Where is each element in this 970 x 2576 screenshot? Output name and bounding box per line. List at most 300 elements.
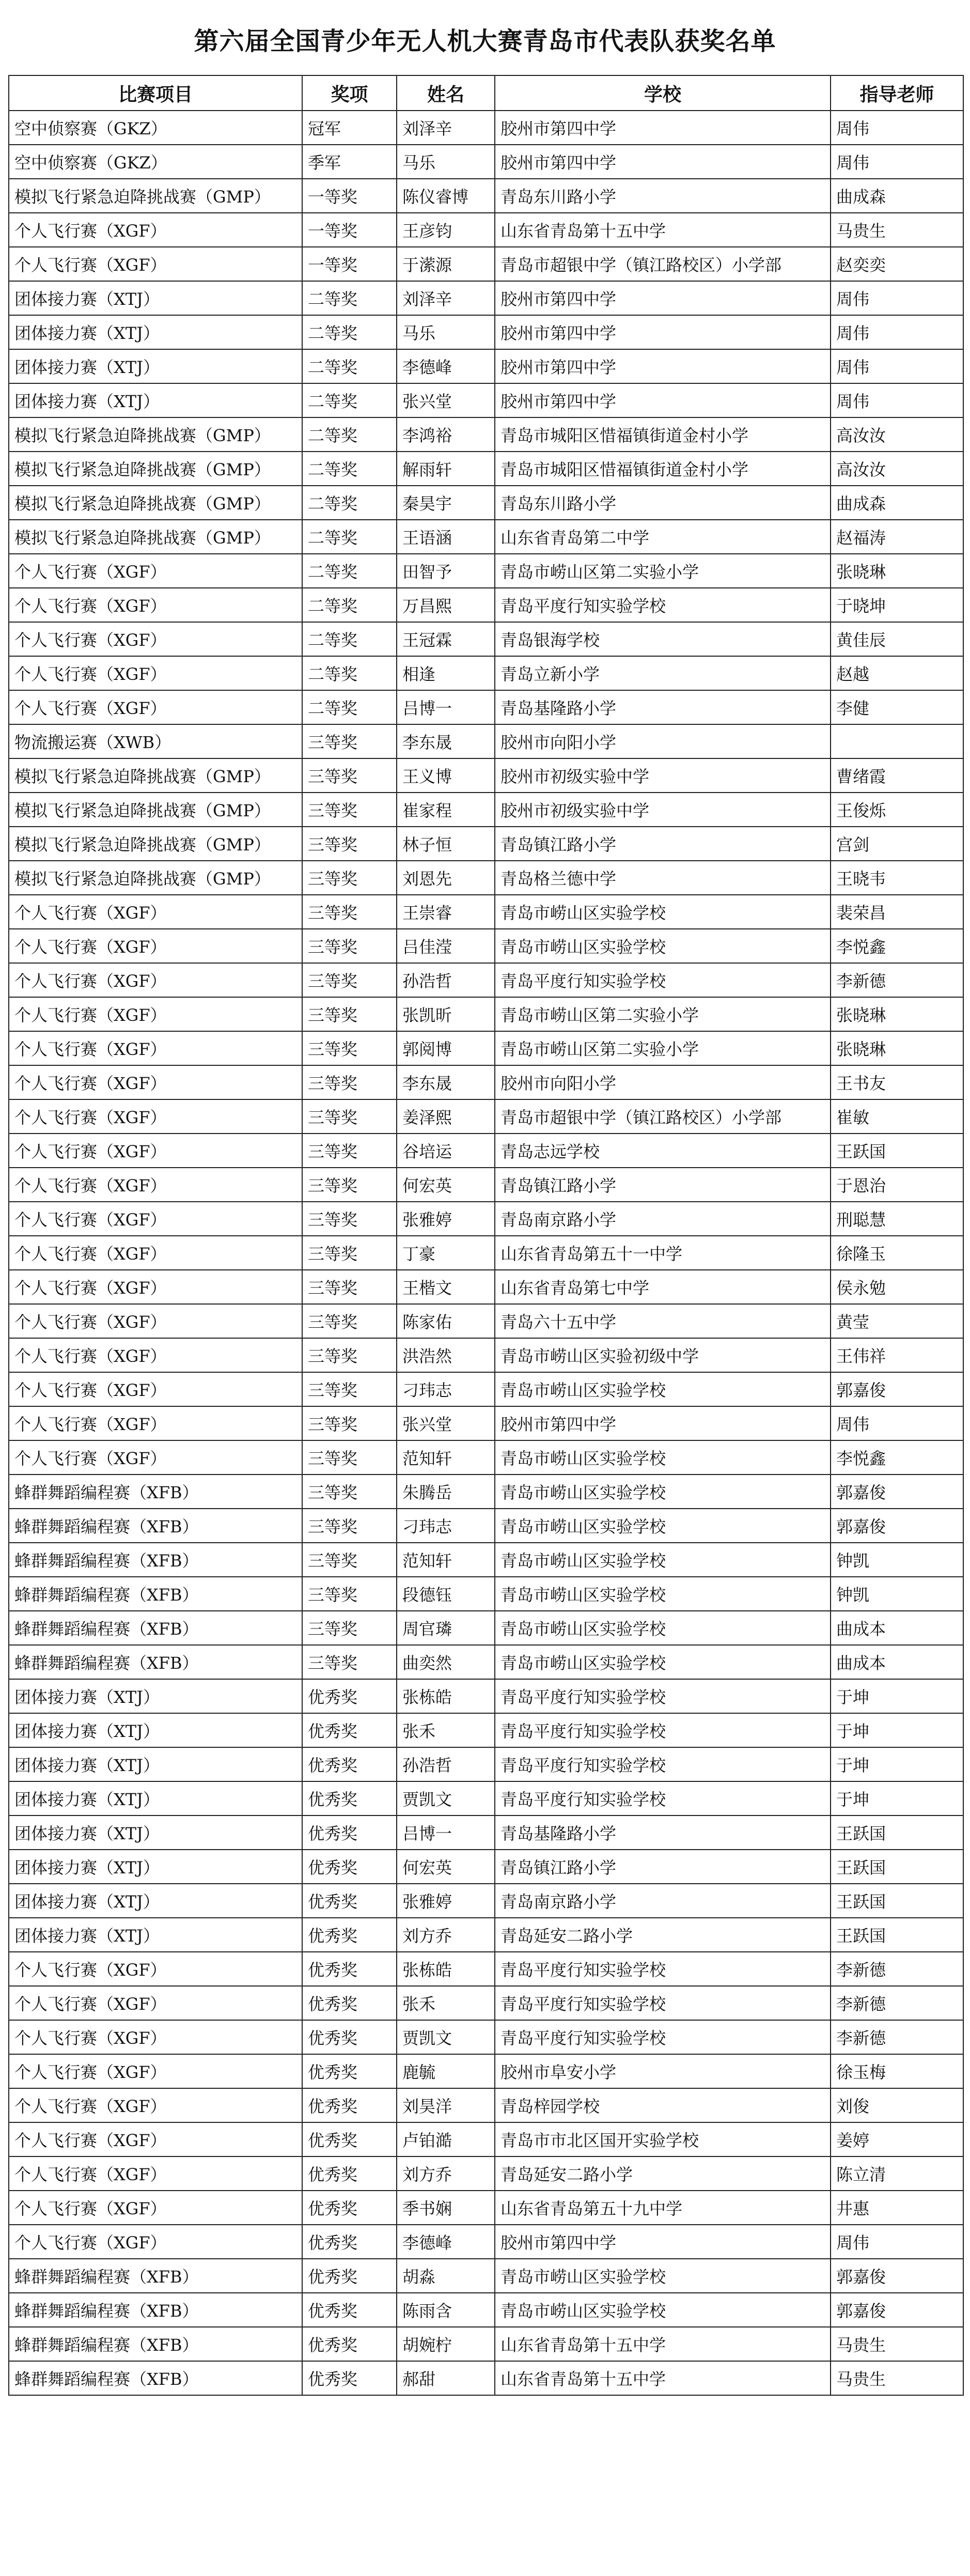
- table-row: [9, 213, 963, 247]
- teacher-cell: 李新德: [831, 1986, 963, 2020]
- name-cell: 鹿毓: [397, 2054, 495, 2088]
- award-cell: 二等奖: [302, 452, 397, 486]
- name-cell: 张禾: [397, 1986, 495, 2020]
- award-cell: 三等奖: [302, 895, 397, 929]
- event-cell: 个人飞行赛（XGF）: [9, 1406, 302, 1440]
- teacher-cell: 曲成森: [831, 179, 963, 213]
- award-cell: 优秀奖: [302, 2020, 397, 2054]
- award-cell: 三等奖: [302, 929, 397, 963]
- event-cell: 模拟飞行紧急迫降挑战赛（GMP）: [9, 827, 302, 861]
- table-row: [9, 247, 963, 281]
- teacher-cell: 周伟: [831, 111, 963, 145]
- name-cell: 刘方乔: [397, 1918, 495, 1952]
- award-cell: 三等奖: [302, 1543, 397, 1577]
- table-row: [9, 1440, 963, 1475]
- name-cell: 何宏英: [397, 1168, 495, 1202]
- table-row: [9, 1781, 963, 1815]
- award-cell: 二等奖: [302, 690, 397, 724]
- award-cell: 一等奖: [302, 213, 397, 247]
- award-cell: 三等奖: [302, 997, 397, 1031]
- event-cell: 团体接力赛（XTJ）: [9, 349, 302, 383]
- event-cell: 个人飞行赛（XGF）: [9, 1952, 302, 1986]
- name-cell: 刁玮志: [397, 1372, 495, 1406]
- name-cell: 王崇睿: [397, 895, 495, 929]
- name-cell: 段德钰: [397, 1577, 495, 1611]
- event-cell: 个人飞行赛（XGF）: [9, 247, 302, 281]
- event-cell: 模拟飞行紧急迫降挑战赛（GMP）: [9, 486, 302, 520]
- teacher-cell: 井惠: [831, 2191, 963, 2225]
- table-row: [9, 1918, 963, 1952]
- school-cell: 青岛平度行知实验学校: [495, 588, 831, 622]
- award-cell: 三等奖: [302, 1031, 397, 1065]
- name-cell: 刘恩先: [397, 861, 495, 895]
- school-cell: 青岛镇江路小学: [495, 1168, 831, 1202]
- event-cell: 个人飞行赛（XGF）: [9, 1236, 302, 1270]
- teacher-cell: 郭嘉俊: [831, 2293, 963, 2327]
- teacher-cell: 王俊烁: [831, 793, 963, 827]
- table-row: [9, 1304, 963, 1338]
- event-cell: 模拟飞行紧急迫降挑战赛（GMP）: [9, 179, 302, 213]
- teacher-cell: 曲成本: [831, 1645, 963, 1679]
- teacher-cell: 高汝汝: [831, 452, 963, 486]
- school-cell: 青岛平度行知实验学校: [495, 2020, 831, 2054]
- name-cell: 王楷文: [397, 1270, 495, 1304]
- school-cell: 青岛平度行知实验学校: [495, 1781, 831, 1815]
- table-row: [9, 2088, 963, 2122]
- teacher-cell: 钟凯: [831, 1543, 963, 1577]
- award-cell: 三等奖: [302, 1577, 397, 1611]
- table-row: [9, 281, 963, 315]
- event-cell: 个人飞行赛（XGF）: [9, 1270, 302, 1304]
- table-row: [9, 588, 963, 622]
- name-cell: 曲奕然: [397, 1645, 495, 1679]
- name-cell: 刘昊洋: [397, 2088, 495, 2122]
- school-cell: 青岛基隆路小学: [495, 690, 831, 724]
- school-cell: 胶州市第四中学: [495, 2225, 831, 2259]
- table-row: [9, 827, 963, 861]
- school-cell: 胶州市第四中学: [495, 111, 831, 145]
- table-row: [9, 2020, 963, 2054]
- name-cell: 范知轩: [397, 1440, 495, 1475]
- teacher-cell: 郭嘉俊: [831, 1475, 963, 1509]
- school-cell: 青岛东川路小学: [495, 179, 831, 213]
- event-cell: 个人飞行赛（XGF）: [9, 1202, 302, 1236]
- award-cell: 三等奖: [302, 1372, 397, 1406]
- award-cell: 三等奖: [302, 1304, 397, 1338]
- school-cell: 青岛平度行知实验学校: [495, 963, 831, 997]
- event-cell: 个人飞行赛（XGF）: [9, 1372, 302, 1406]
- event-cell: 个人飞行赛（XGF）: [9, 588, 302, 622]
- school-cell: 青岛立新小学: [495, 656, 831, 690]
- name-cell: 马乐: [397, 315, 495, 349]
- teacher-cell: 周伟: [831, 281, 963, 315]
- name-cell: 王义博: [397, 758, 495, 793]
- school-cell: 青岛市崂山区实验学校: [495, 1475, 831, 1509]
- teacher-cell: 郭嘉俊: [831, 1509, 963, 1543]
- award-cell: 优秀奖: [302, 1918, 397, 1952]
- name-cell: 王彦钧: [397, 213, 495, 247]
- name-cell: 胡淼: [397, 2259, 495, 2293]
- table-row: [9, 111, 963, 145]
- table-row: [9, 1168, 963, 1202]
- award-cell: 优秀奖: [302, 1713, 397, 1747]
- school-cell: 青岛市市北区国开实验学校: [495, 2122, 831, 2156]
- school-cell: 青岛市城阳区惜福镇街道金村小学: [495, 452, 831, 486]
- table-row: [9, 622, 963, 656]
- table-row: [9, 2259, 963, 2293]
- name-cell: 张兴堂: [397, 383, 495, 417]
- school-cell: 青岛平度行知实验学校: [495, 1747, 831, 1781]
- table-row: [9, 1236, 963, 1270]
- school-cell: 青岛延安二路小学: [495, 1918, 831, 1952]
- school-cell: 青岛平度行知实验学校: [495, 1986, 831, 2020]
- event-cell: 空中侦察赛（GKZ）: [9, 111, 302, 145]
- school-cell: 青岛市崂山区实验学校: [495, 1372, 831, 1406]
- award-cell: 二等奖: [302, 417, 397, 452]
- award-cell: 三等奖: [302, 758, 397, 793]
- name-cell: 张凯昕: [397, 997, 495, 1031]
- award-cell: 一等奖: [302, 179, 397, 213]
- column-header-event: 比赛项目: [9, 75, 302, 111]
- event-cell: 团体接力赛（XTJ）: [9, 1713, 302, 1747]
- event-cell: 蜂群舞蹈编程赛（XFB）: [9, 1509, 302, 1543]
- school-cell: 青岛市崂山区第二实验小学: [495, 997, 831, 1031]
- table-row: [9, 895, 963, 929]
- teacher-cell: 赵福涛: [831, 520, 963, 554]
- event-cell: 个人飞行赛（XGF）: [9, 690, 302, 724]
- school-cell: 山东省青岛第七中学: [495, 1270, 831, 1304]
- award-cell: 三等奖: [302, 1099, 397, 1134]
- teacher-cell: 崔敏: [831, 1099, 963, 1134]
- table-row: [9, 1577, 963, 1611]
- award-cell: 二等奖: [302, 315, 397, 349]
- teacher-cell: 王跃国: [831, 1134, 963, 1168]
- name-cell: 王冠霖: [397, 622, 495, 656]
- teacher-cell: 高汝汝: [831, 417, 963, 452]
- teacher-cell: 黄佳辰: [831, 622, 963, 656]
- award-cell: 优秀奖: [302, 2327, 397, 2361]
- name-cell: 陈雨含: [397, 2293, 495, 2327]
- award-cell: 优秀奖: [302, 2156, 397, 2191]
- school-cell: 胶州市第四中学: [495, 315, 831, 349]
- school-cell: 青岛市超银中学（镇江路校区）小学部: [495, 1099, 831, 1134]
- teacher-cell: 李新德: [831, 963, 963, 997]
- table-row: [9, 1270, 963, 1304]
- school-cell: 青岛市崂山区实验学校: [495, 895, 831, 929]
- table-row: [9, 997, 963, 1031]
- event-cell: 蜂群舞蹈编程赛（XFB）: [9, 2361, 302, 2395]
- teacher-cell: 裴荣昌: [831, 895, 963, 929]
- table-row: [9, 1475, 963, 1509]
- table-row: [9, 1611, 963, 1645]
- school-cell: 青岛市崂山区实验学校: [495, 2259, 831, 2293]
- award-cell: 优秀奖: [302, 2122, 397, 2156]
- name-cell: 贾凯文: [397, 1781, 495, 1815]
- teacher-cell: 张晓琳: [831, 554, 963, 588]
- teacher-cell: 徐玉梅: [831, 2054, 963, 2088]
- award-cell: 二等奖: [302, 349, 397, 383]
- teacher-cell: 周伟: [831, 315, 963, 349]
- event-cell: 个人飞行赛（XGF）: [9, 1440, 302, 1475]
- school-cell: 青岛市崂山区实验学校: [495, 1645, 831, 1679]
- teacher-cell: 郭嘉俊: [831, 2259, 963, 2293]
- teacher-cell: 王跃国: [831, 1815, 963, 1850]
- table-row: [9, 1747, 963, 1781]
- school-cell: 青岛银海学校: [495, 622, 831, 656]
- teacher-cell: 王书友: [831, 1065, 963, 1099]
- name-cell: 贾凯文: [397, 2020, 495, 2054]
- event-cell: 个人飞行赛（XGF）: [9, 1338, 302, 1372]
- event-cell: 模拟飞行紧急迫降挑战赛（GMP）: [9, 520, 302, 554]
- teacher-cell: 于坤: [831, 1747, 963, 1781]
- table-row: [9, 1952, 963, 1986]
- award-cell: 二等奖: [302, 520, 397, 554]
- event-cell: 团体接力赛（XTJ）: [9, 1747, 302, 1781]
- table-row: [9, 1406, 963, 1440]
- award-cell: 优秀奖: [302, 1850, 397, 1884]
- school-cell: 青岛六十五中学: [495, 1304, 831, 1338]
- event-cell: 团体接力赛（XTJ）: [9, 315, 302, 349]
- name-cell: 秦昊宇: [397, 486, 495, 520]
- event-cell: 个人飞行赛（XGF）: [9, 1065, 302, 1099]
- event-cell: 团体接力赛（XTJ）: [9, 281, 302, 315]
- school-cell: 胶州市向阳小学: [495, 724, 831, 758]
- table-row: [9, 793, 963, 827]
- table-row: [9, 929, 963, 963]
- event-cell: 团体接力赛（XTJ）: [9, 1850, 302, 1884]
- column-header-teacher: 指导老师: [831, 75, 963, 111]
- school-cell: 山东省青岛第二中学: [495, 520, 831, 554]
- name-cell: 李东晟: [397, 724, 495, 758]
- table-row: [9, 1543, 963, 1577]
- teacher-cell: 王跃国: [831, 1918, 963, 1952]
- name-cell: 刁玮志: [397, 1509, 495, 1543]
- name-cell: 刘泽辛: [397, 111, 495, 145]
- school-cell: 胶州市第四中学: [495, 281, 831, 315]
- name-cell: 李德峰: [397, 349, 495, 383]
- name-cell: 范知轩: [397, 1543, 495, 1577]
- school-cell: 青岛镇江路小学: [495, 827, 831, 861]
- name-cell: 胡婉柠: [397, 2327, 495, 2361]
- teacher-cell: 郭嘉俊: [831, 1372, 963, 1406]
- table-row: [9, 2361, 963, 2395]
- table-row: [9, 1065, 963, 1099]
- school-cell: 青岛市崂山区第二实验小学: [495, 554, 831, 588]
- teacher-cell: 周伟: [831, 349, 963, 383]
- teacher-cell: 王晓韦: [831, 861, 963, 895]
- table-row: [9, 1202, 963, 1236]
- teacher-cell: 陈立清: [831, 2156, 963, 2191]
- teacher-cell: 于坤: [831, 1781, 963, 1815]
- name-cell: 张雅婷: [397, 1202, 495, 1236]
- event-cell: 团体接力赛（XTJ）: [9, 383, 302, 417]
- award-cell: 优秀奖: [302, 2361, 397, 2395]
- name-cell: 丁豪: [397, 1236, 495, 1270]
- event-cell: 团体接力赛（XTJ）: [9, 1781, 302, 1815]
- teacher-cell: 于坤: [831, 1713, 963, 1747]
- name-cell: 李鸿裕: [397, 417, 495, 452]
- table-row: [9, 1815, 963, 1850]
- award-cell: 三等奖: [302, 1611, 397, 1645]
- teacher-cell: 于晓坤: [831, 588, 963, 622]
- event-cell: 个人飞行赛（XGF）: [9, 213, 302, 247]
- event-cell: 个人飞行赛（XGF）: [9, 2020, 302, 2054]
- teacher-cell: 宫剑: [831, 827, 963, 861]
- award-cell: 三等奖: [302, 1645, 397, 1679]
- award-cell: 二等奖: [302, 383, 397, 417]
- event-cell: 个人飞行赛（XGF）: [9, 895, 302, 929]
- awards-table: [8, 75, 964, 2396]
- award-cell: 二等奖: [302, 622, 397, 656]
- event-cell: 团体接力赛（XTJ）: [9, 1679, 302, 1713]
- school-cell: 山东省青岛第十五中学: [495, 2327, 831, 2361]
- name-cell: 田智予: [397, 554, 495, 588]
- table-row: [9, 1645, 963, 1679]
- school-cell: 山东省青岛第五十一中学: [495, 1236, 831, 1270]
- table-row: [9, 417, 963, 452]
- name-cell: 林子恒: [397, 827, 495, 861]
- name-cell: 相逢: [397, 656, 495, 690]
- award-cell: 三等奖: [302, 1270, 397, 1304]
- teacher-cell: 于坤: [831, 1679, 963, 1713]
- teacher-cell: 周伟: [831, 145, 963, 179]
- event-cell: 个人飞行赛（XGF）: [9, 1986, 302, 2020]
- column-header-school: 学校: [495, 75, 831, 111]
- name-cell: 马乐: [397, 145, 495, 179]
- school-cell: 青岛市崂山区实验学校: [495, 1543, 831, 1577]
- event-cell: 蜂群舞蹈编程赛（XFB）: [9, 1577, 302, 1611]
- table-row: [9, 2293, 963, 2327]
- name-cell: 刘泽辛: [397, 281, 495, 315]
- event-cell: 模拟飞行紧急迫降挑战赛（GMP）: [9, 452, 302, 486]
- teacher-cell: 周伟: [831, 383, 963, 417]
- name-cell: 万昌熙: [397, 588, 495, 622]
- school-cell: 青岛市崂山区实验初级中学: [495, 1338, 831, 1372]
- event-cell: 蜂群舞蹈编程赛（XFB）: [9, 2259, 302, 2293]
- table-row: [9, 315, 963, 349]
- event-cell: 个人飞行赛（XGF）: [9, 554, 302, 588]
- school-cell: 胶州市初级实验中学: [495, 758, 831, 793]
- page-title: 第六届全国青少年无人机大赛青岛市代表队获奖名单: [194, 27, 776, 56]
- name-cell: 张栋皓: [397, 1679, 495, 1713]
- event-cell: 个人飞行赛（XGF）: [9, 1099, 302, 1134]
- table-row: [9, 2191, 963, 2225]
- school-cell: 青岛市崂山区第二实验小学: [495, 1031, 831, 1065]
- award-cell: 三等奖: [302, 861, 397, 895]
- name-cell: 朱腾岳: [397, 1475, 495, 1509]
- name-cell: 孙浩哲: [397, 963, 495, 997]
- table-row: [9, 861, 963, 895]
- table-row: [9, 2327, 963, 2361]
- event-cell: 个人飞行赛（XGF）: [9, 2054, 302, 2088]
- table-row: [9, 520, 963, 554]
- table-row: [9, 1509, 963, 1543]
- teacher-cell: 曹绪霞: [831, 758, 963, 793]
- event-cell: 团体接力赛（XTJ）: [9, 1884, 302, 1918]
- table-row: [9, 1850, 963, 1884]
- award-cell: 三等奖: [302, 724, 397, 758]
- award-cell: 优秀奖: [302, 1747, 397, 1781]
- event-cell: 空中侦察赛（GKZ）: [9, 145, 302, 179]
- table-row: [9, 2054, 963, 2088]
- teacher-cell: 张晓琳: [831, 1031, 963, 1065]
- table-row: [9, 656, 963, 690]
- table-row: [9, 1713, 963, 1747]
- table-row: [9, 758, 963, 793]
- school-cell: 青岛东川路小学: [495, 486, 831, 520]
- name-cell: 谷培运: [397, 1134, 495, 1168]
- table-row: [9, 179, 963, 213]
- award-cell: 季军: [302, 145, 397, 179]
- teacher-cell: 姜婷: [831, 2122, 963, 2156]
- event-cell: 个人飞行赛（XGF）: [9, 2088, 302, 2122]
- teacher-cell: 周伟: [831, 2225, 963, 2259]
- school-cell: 青岛平度行知实验学校: [495, 1952, 831, 1986]
- teacher-cell: 李新德: [831, 1952, 963, 1986]
- header-row: [9, 75, 963, 111]
- table-row: [9, 2156, 963, 2191]
- teacher-cell: 赵越: [831, 656, 963, 690]
- school-cell: 胶州市第四中学: [495, 349, 831, 383]
- award-cell: 二等奖: [302, 486, 397, 520]
- school-cell: 山东省青岛第五十九中学: [495, 2191, 831, 2225]
- teacher-cell: 徐隆玉: [831, 1236, 963, 1270]
- school-cell: 青岛基隆路小学: [495, 1815, 831, 1850]
- event-cell: 个人飞行赛（XGF）: [9, 656, 302, 690]
- teacher-cell: 钟凯: [831, 1577, 963, 1611]
- award-cell: 三等奖: [302, 1475, 397, 1509]
- teacher-cell: 于恩治: [831, 1168, 963, 1202]
- award-cell: 三等奖: [302, 1440, 397, 1475]
- school-cell: 青岛南京路小学: [495, 1202, 831, 1236]
- event-cell: 蜂群舞蹈编程赛（XFB）: [9, 1475, 302, 1509]
- event-cell: 个人飞行赛（XGF）: [9, 997, 302, 1031]
- event-cell: 个人飞行赛（XGF）: [9, 1031, 302, 1065]
- award-cell: 优秀奖: [302, 1679, 397, 1713]
- award-cell: 优秀奖: [302, 1952, 397, 1986]
- table-row: [9, 1884, 963, 1918]
- event-cell: 个人飞行赛（XGF）: [9, 1304, 302, 1338]
- award-cell: 二等奖: [302, 656, 397, 690]
- teacher-cell: 曲成森: [831, 486, 963, 520]
- award-cell: 优秀奖: [302, 2293, 397, 2327]
- name-cell: 张禾: [397, 1713, 495, 1747]
- school-cell: 胶州市第四中学: [495, 145, 831, 179]
- award-cell: 冠军: [302, 111, 397, 145]
- event-cell: 蜂群舞蹈编程赛（XFB）: [9, 2327, 302, 2361]
- award-cell: 三等奖: [302, 1134, 397, 1168]
- school-cell: 青岛市崂山区实验学校: [495, 1509, 831, 1543]
- name-cell: 孙浩哲: [397, 1747, 495, 1781]
- school-cell: 胶州市第四中学: [495, 383, 831, 417]
- award-cell: 三等奖: [302, 1168, 397, 1202]
- teacher-cell: 王跃国: [831, 1884, 963, 1918]
- name-cell: 郭阅博: [397, 1031, 495, 1065]
- teacher-cell: 赵奕奕: [831, 247, 963, 281]
- name-cell: 解雨轩: [397, 452, 495, 486]
- table-row: [9, 383, 963, 417]
- school-cell: 青岛平度行知实验学校: [495, 1713, 831, 1747]
- school-cell: 青岛格兰德中学: [495, 861, 831, 895]
- award-cell: 二等奖: [302, 554, 397, 588]
- table-row: [9, 690, 963, 724]
- event-cell: 模拟飞行紧急迫降挑战赛（GMP）: [9, 758, 302, 793]
- table-body: [9, 111, 963, 2395]
- table-row: [9, 1338, 963, 1372]
- event-cell: 个人飞行赛（XGF）: [9, 2156, 302, 2191]
- event-cell: 团体接力赛（XTJ）: [9, 1918, 302, 1952]
- teacher-cell: 刘俊: [831, 2088, 963, 2122]
